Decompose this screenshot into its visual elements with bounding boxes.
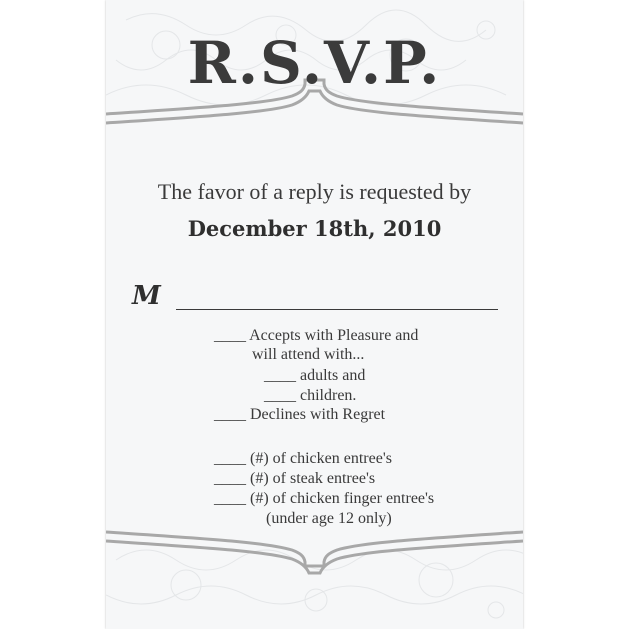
name-prefix: M bbox=[132, 281, 161, 311]
option-children: ____ children. bbox=[264, 387, 357, 404]
reply-request-text: The favor of a reply is requested by bbox=[157, 179, 472, 204]
option-steak-entree: ____ (#) of steak entree's bbox=[214, 470, 376, 487]
option-declines: ____ Declines with Regret bbox=[214, 406, 386, 423]
option-chicken-entree: ____ (#) of chicken entree's bbox=[214, 450, 392, 467]
option-adults: ____ adults and bbox=[264, 367, 366, 384]
option-accepts: ____ Accepts with Pleasure and bbox=[214, 327, 419, 344]
name-blank-underline bbox=[176, 309, 498, 310]
option-chicken-finger-entree: ____ (#) of chicken finger entree's bbox=[214, 490, 435, 507]
option-age-note: (under age 12 only) bbox=[266, 510, 392, 527]
rsvp-card bbox=[106, 0, 523, 629]
option-attend-with: will attend with... bbox=[252, 346, 365, 363]
reply-date: December 18th, 2010 bbox=[187, 216, 442, 241]
name-line bbox=[132, 280, 502, 314]
rsvp-title: R.S.V.P. bbox=[187, 29, 442, 97]
